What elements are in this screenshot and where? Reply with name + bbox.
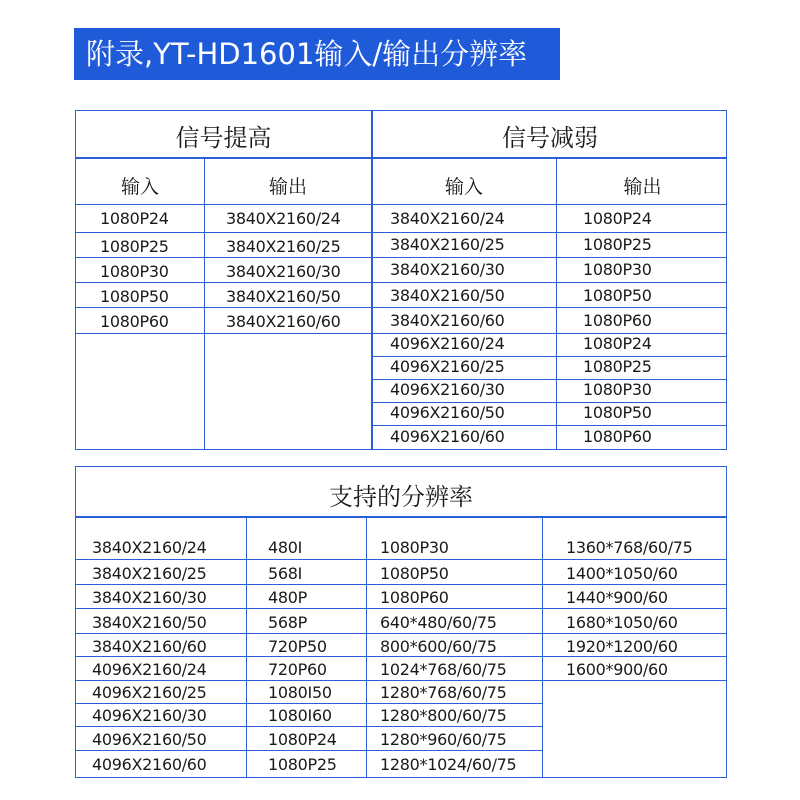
scaling-table [75, 110, 727, 450]
downscale-output-cell: 1080P24 [583, 334, 652, 353]
downscale-output-cell: 1080P30 [583, 380, 652, 399]
supported-cell: 1024*768/60/75 [380, 660, 507, 679]
supported-resolutions-table [75, 466, 727, 778]
downscale-input-header: 输入 [444, 176, 483, 198]
downscale-input-cell: 4096X2160/24 [390, 334, 505, 353]
supported-cell: 1080P60 [380, 588, 449, 607]
banner-title: 附录,YT-HD1601输入/输出分辨率 [86, 37, 528, 71]
supported-cell: 1080P24 [268, 730, 337, 749]
supported-cell: 1680*1050/60 [566, 613, 678, 632]
downscale-output-cell: 1080P24 [583, 209, 652, 228]
supported-cell: 1080P25 [268, 755, 337, 774]
supported-cell: 480P [268, 588, 307, 607]
upscale-output-cell: 3840X2160/60 [226, 312, 341, 331]
supported-cell: 568P [268, 613, 307, 632]
supported-cell: 1280*960/60/75 [380, 730, 507, 749]
downscale-input-cell: 3840X2160/24 [390, 209, 505, 228]
supported-cell: 3840X2160/50 [92, 613, 207, 632]
downscale-output-header: 输出 [623, 176, 662, 198]
downscale-output-cell: 1080P25 [583, 235, 652, 254]
supported-cell: 4096X2160/50 [92, 730, 207, 749]
downscale-output-cell: 1080P60 [583, 311, 652, 330]
downscale-output-cell: 1080P60 [583, 427, 652, 446]
upscale-input-cell: 1080P24 [100, 209, 169, 228]
supported-cell: 4096X2160/60 [92, 755, 207, 774]
downscale-input-cell: 3840X2160/60 [390, 311, 505, 330]
supported-cell: 1920*1200/60 [566, 637, 678, 656]
supported-cell: 480I [268, 538, 303, 557]
supported-cell: 1080P50 [380, 564, 449, 583]
downscale-input-cell: 4096X2160/25 [390, 357, 505, 376]
downscale-output-cell: 1080P30 [583, 260, 652, 279]
downscale-input-cell: 3840X2160/25 [390, 235, 505, 254]
downscale-input-cell: 3840X2160/30 [390, 260, 505, 279]
supported-cell: 1600*900/60 [566, 660, 668, 679]
downscale-input-cell: 4096X2160/30 [390, 380, 505, 399]
downscale-input-cell: 4096X2160/50 [390, 403, 505, 422]
supported-cell: 4096X2160/24 [92, 660, 207, 679]
upscale-input-cell: 1080P30 [100, 262, 169, 281]
supported-cell: 3840X2160/60 [92, 637, 207, 656]
upscale-output-cell: 3840X2160/30 [226, 262, 341, 281]
downscale-input-cell: 3840X2160/50 [390, 286, 505, 305]
supported-cell: 4096X2160/25 [92, 683, 207, 702]
downscale-output-cell: 1080P50 [583, 286, 652, 305]
upscale-output-cell: 3840X2160/24 [226, 209, 341, 228]
supported-cell: 1080I50 [268, 683, 332, 702]
supported-cell: 3840X2160/30 [92, 588, 207, 607]
supported-title: 支持的分辨率 [329, 483, 473, 511]
downscale-input-cell: 4096X2160/60 [390, 427, 505, 446]
upscale-output-header: 输出 [268, 176, 307, 198]
page-banner [74, 28, 560, 80]
upscale-output-cell: 3840X2160/50 [226, 287, 341, 306]
upscale-input-header: 输入 [120, 176, 159, 198]
supported-cell: 1400*1050/60 [566, 564, 678, 583]
supported-cell: 1360*768/60/75 [566, 538, 693, 557]
upscale-output-cell: 3840X2160/25 [226, 237, 341, 256]
supported-cell: 3840X2160/24 [92, 538, 207, 557]
supported-cell: 3840X2160/25 [92, 564, 207, 583]
downscale-output-cell: 1080P25 [583, 357, 652, 376]
supported-cell: 1280*768/60/75 [380, 683, 507, 702]
upscale-input-cell: 1080P60 [100, 312, 169, 331]
supported-cell: 4096X2160/30 [92, 706, 207, 725]
upscale-input-cell: 1080P25 [100, 237, 169, 256]
supported-cell: 640*480/60/75 [380, 613, 497, 632]
upscale-input-cell: 1080P50 [100, 287, 169, 306]
supported-cell: 568I [268, 564, 303, 583]
supported-cell: 1080I60 [268, 706, 332, 725]
supported-cell: 1440*900/60 [566, 588, 668, 607]
upscale-title: 信号提高 [175, 124, 272, 152]
supported-cell: 1280*1024/60/75 [380, 755, 517, 774]
downscale-title: 信号减弱 [502, 124, 598, 152]
supported-cell: 720P60 [268, 660, 327, 679]
supported-cell: 1080P30 [380, 538, 449, 557]
downscale-output-cell: 1080P50 [583, 403, 652, 422]
supported-cell: 720P50 [268, 637, 327, 656]
supported-cell: 800*600/60/75 [380, 637, 497, 656]
supported-cell: 1280*800/60/75 [380, 706, 507, 725]
